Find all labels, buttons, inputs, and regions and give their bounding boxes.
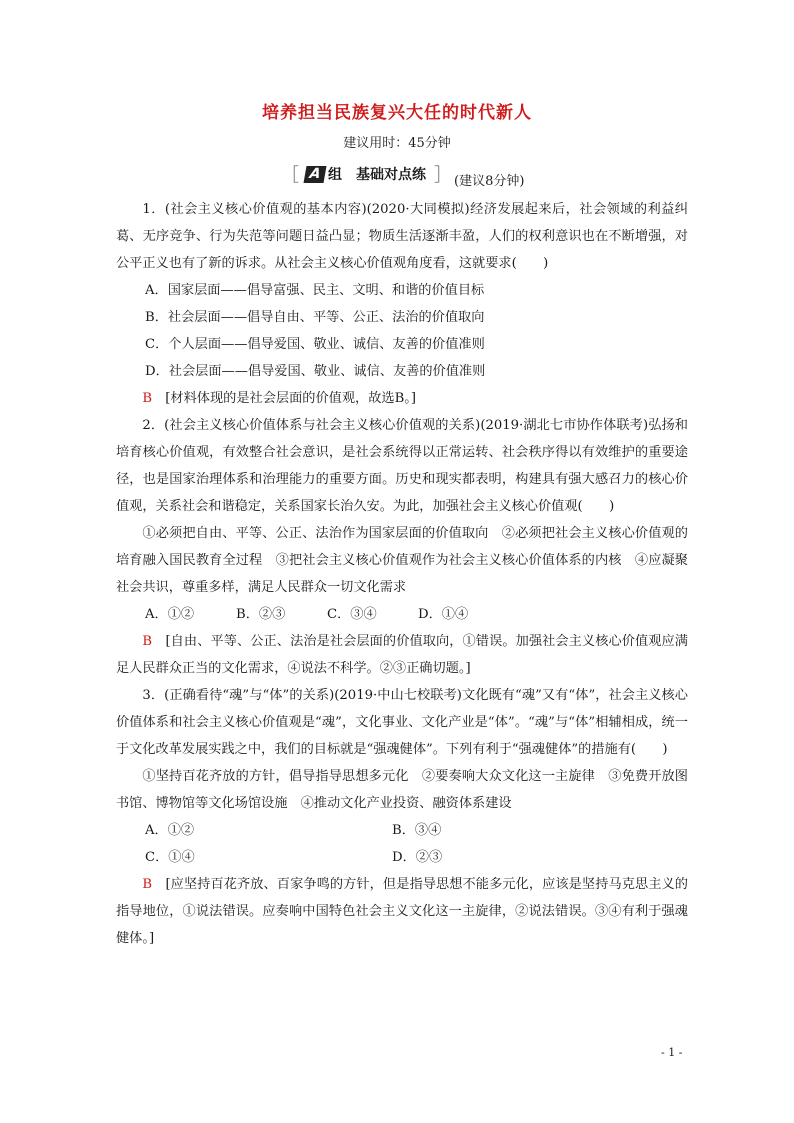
- answer-letter: B: [142, 634, 153, 649]
- question-1-option-a: A．国家层面——倡导富强、民主、文明、和谐的价值目标: [145, 283, 485, 298]
- question-1-stem: 1．(社会主义核心价值观的基本内容)(2020·大同模拟)经济发展起来后，社会领域的利益纠葛、无序竞争、行为失范等问题日益凸显；物质生活逐渐丰盈，人们的权利意识也在不断增强，对公平正义也有了新的诉求。从社会主义核心价值观角度看，这就要求( ): [116, 202, 688, 271]
- left-bracket-icon: ［: [281, 165, 299, 186]
- question-1-option-d: D．社会层面——倡导爱国、敬业、诚信、友善的价值准则: [145, 364, 486, 379]
- question-1-option-b: B．社会层面——倡导自由、平等、公正、法治的价值取向: [145, 310, 485, 325]
- question-2-option-a: A．①②: [145, 607, 195, 622]
- question-body: [116, 196, 688, 952]
- question-2-stem: 2．(社会主义核心价值体系与社会主义核心价值观的关系)(2019·湖北七市协作体联考)弘扬和培育核心价值观，有效整合社会意识，是社会系统得以正常运转、社会秩序得以有效维护的重要途径，也是国家治理体系和治理能力的重要方面。历史和现实都表明，构建具有强大感召力的核心价值观，关系社会和谐稳定，关系国家长治久安。为此，加强社会主义核心价值观( ): [116, 418, 688, 514]
- recommended-time: 建议用时：45分钟: [343, 136, 451, 151]
- group-label-box: [281, 161, 452, 187]
- page-number: - 1 -: [661, 1046, 683, 1059]
- question-3-items: ①坚持百花齐放的方针，倡导指导思想多元化 ②要奏响大众文化这一主旋律 ③免费开放图书馆、博物馆等文化场馆设施 ④推动文化产业投资、融资体系建设: [116, 769, 688, 811]
- question-2-options: [145, 601, 688, 628]
- question-3-answer: [116, 871, 688, 952]
- answer-explanation: [材料体现的是社会层面的价值观，故选B。]: [152, 391, 417, 406]
- answer-letter: B: [142, 877, 153, 892]
- answer-explanation: [自由、平等、公正、法治是社会层面的价值取向，①错误。加强社会主义核心价值观应满足人民群众正当的文化需求，④说法不科学。②③正确切题。]: [116, 634, 688, 676]
- question-1-option-c: C．个人层面——倡导爱国、敬业、诚信、友善的价值准则: [145, 337, 485, 352]
- question-3-option-a: A．①②: [145, 823, 195, 838]
- answer-letter: B: [142, 391, 153, 406]
- question-1-answer: [116, 385, 688, 412]
- question-3-options-row-1: [145, 817, 688, 844]
- answer-explanation: [应坚持百花齐放、百家争鸣的方针，但是指导思想不能多元化，应该是坚持马克思主义的指导地位，①说法错误。应奏响中国特色社会主义文化这一主旋律，②说法错误。③④有利于强魂健体。]: [116, 877, 688, 946]
- page-title: 培养担当民族复兴大任的时代新人: [262, 103, 532, 123]
- question-3-stem: 3．(正确看待“魂”与“体”的关系)(2019·中山七校联考)文化既有“魂”又有“体”，社会主义核心价值体系和社会主义核心价值观是“魂”，文化事业、文化产业是“体”。“魂”与“体”相辅相成，统一于文化改革发展实践之中，我们的目标就是“强魂健体”。下列有利于“强魂健体”的措施有( ): [116, 688, 688, 757]
- group-time-note: (建议8分钟): [454, 173, 525, 189]
- group-badge: A: [304, 166, 327, 183]
- question-3-option-b: B．③④: [392, 823, 442, 838]
- question-2-answer: [116, 628, 688, 682]
- question-2-option-c: C．③④: [327, 607, 377, 622]
- question-2-option-b: B．②③: [236, 607, 286, 622]
- question-3-option-c: C．①④: [145, 850, 195, 865]
- right-bracket-icon: ］: [434, 165, 452, 186]
- question-3-options-row-2: [145, 844, 688, 871]
- group-label: 组 基础对点练: [328, 167, 426, 183]
- question-2-items: ①必须把自由、平等、公正、法治作为国家层面的价值取向 ②必须把社会主义核心价值观的培育融入国民教育全过程 ③把社会主义核心价值观作为社会主义核心价值体系的内核 ④应凝聚社会共识，尊重多样，满足人民群众一切文化需求: [116, 526, 688, 595]
- question-3-option-d: D．②③: [392, 850, 443, 865]
- question-2-option-d: D．①④: [418, 607, 469, 622]
- group-header: [281, 161, 524, 187]
